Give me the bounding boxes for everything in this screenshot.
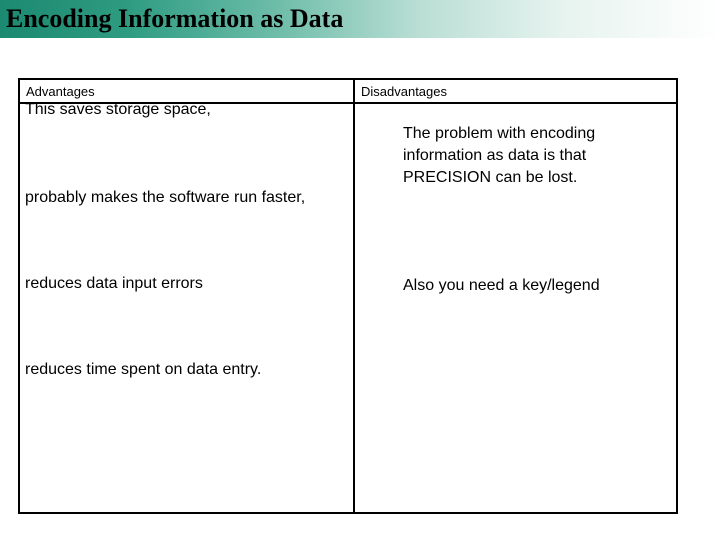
- advantage-item: probably makes the software run faster,: [25, 189, 306, 206]
- advantages-header: Advantages: [26, 84, 95, 99]
- advantage-item: reduces data input errors: [25, 275, 203, 292]
- advantage-item: reduces time spent on data entry.: [25, 361, 262, 378]
- disadvantage-item: The problem with encoding information as data is that PRECISION can be lost.: [403, 125, 596, 186]
- advantage-item: This saves storage space,: [25, 101, 211, 118]
- page-title: Encoding Information as Data: [6, 4, 344, 33]
- disadvantages-header: Disadvantages: [361, 84, 447, 99]
- column-divider: [353, 80, 355, 512]
- disadvantage-item: Also you need a key/legend: [403, 277, 600, 294]
